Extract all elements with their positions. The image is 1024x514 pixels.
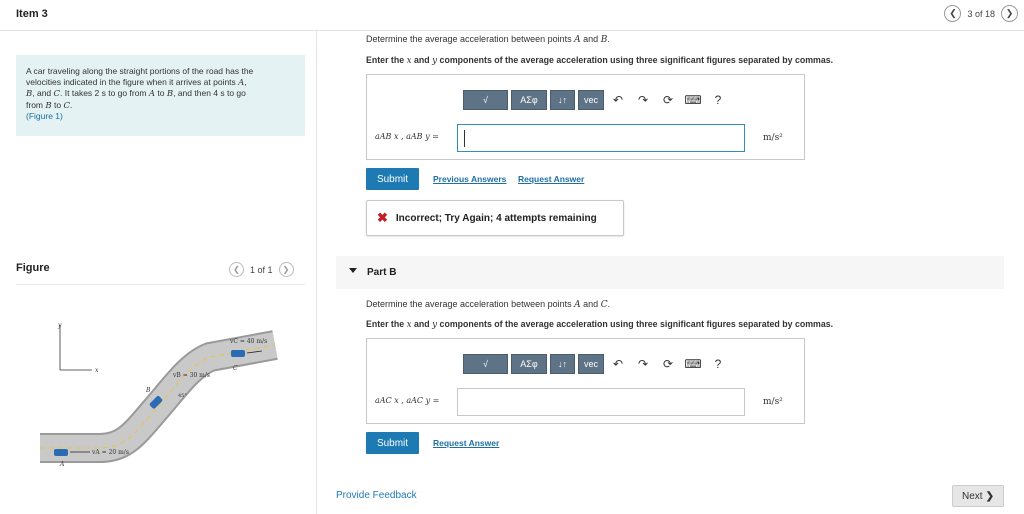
redo-icon[interactable]: ↷ bbox=[637, 93, 649, 107]
period: . bbox=[607, 34, 610, 44]
instruction-text: components of the average acceleration using three significant figures separated by commas. bbox=[439, 319, 834, 329]
point-a: A bbox=[238, 77, 245, 88]
reset-icon[interactable]: ⟳ bbox=[662, 357, 674, 371]
next-button[interactable] bbox=[952, 485, 1004, 507]
part-b-answer-input[interactable] bbox=[457, 388, 745, 416]
top-bar bbox=[0, 0, 1024, 30]
point-b-label: B bbox=[146, 387, 151, 394]
comma: , bbox=[244, 76, 247, 87]
prev-figure-button[interactable] bbox=[229, 262, 244, 277]
chevron-right-icon: ❯ bbox=[282, 265, 290, 274]
y-symbol: y bbox=[432, 56, 438, 66]
part-b-question bbox=[366, 299, 610, 310]
item-pager-text: 3 of 18 bbox=[967, 8, 995, 19]
undo-icon[interactable]: ↶ bbox=[612, 93, 624, 107]
part-b-request-answer-link[interactable]: Request Answer bbox=[433, 438, 500, 448]
prev-item-button[interactable] bbox=[944, 5, 961, 22]
y-axis-label: y bbox=[58, 322, 62, 329]
problem-text: velocities indicated in the figure when it arrives at points bbox=[26, 76, 236, 87]
help-icon[interactable] bbox=[707, 90, 729, 110]
part-a-question bbox=[366, 34, 610, 45]
figure-pager-text: 1 of 1 bbox=[250, 264, 273, 275]
car-a bbox=[54, 449, 68, 456]
math-toolbar bbox=[463, 90, 729, 110]
y-symbol: y bbox=[432, 320, 438, 330]
next-label: Next bbox=[962, 490, 983, 502]
period: . bbox=[69, 99, 73, 110]
help-text: ? bbox=[714, 357, 722, 371]
point-c: C bbox=[63, 100, 70, 111]
templates-icon: √ bbox=[483, 95, 488, 105]
symbols-icon: ΑΣφ bbox=[520, 95, 538, 105]
figure-pager bbox=[229, 262, 294, 277]
next-item-button[interactable] bbox=[1001, 5, 1018, 22]
point-a-label: A bbox=[60, 461, 65, 468]
problem-text: from bbox=[26, 99, 43, 110]
reset-icon[interactable]: ⟳ bbox=[662, 93, 674, 107]
x-symbol: x bbox=[406, 56, 412, 66]
angle-label: 45° bbox=[178, 393, 187, 399]
point-a: A bbox=[574, 35, 581, 45]
item-title: Item 3 bbox=[16, 8, 48, 20]
point-b: B bbox=[166, 89, 174, 99]
figure-heading: Figure bbox=[16, 262, 50, 274]
point-c-label: C bbox=[233, 365, 238, 372]
chevron-left-icon: ❮ bbox=[233, 265, 240, 274]
text-cursor bbox=[464, 130, 465, 147]
velocity-a-label: vA = 20 m/s bbox=[92, 449, 129, 456]
part-a-unit: m/s² bbox=[763, 133, 783, 143]
part-b-submit-button[interactable]: Submit bbox=[366, 432, 419, 454]
instruction-text: Enter the bbox=[366, 55, 405, 65]
next-figure-button[interactable] bbox=[279, 262, 294, 277]
point-a: A bbox=[148, 89, 156, 99]
vec-icon: vec bbox=[583, 95, 598, 105]
part-a-request-answer-link[interactable]: Request Answer bbox=[518, 174, 585, 184]
item-pager bbox=[944, 5, 1018, 22]
arrows-button[interactable] bbox=[550, 90, 575, 110]
part-a-submit-button[interactable]: Submit bbox=[366, 168, 419, 190]
chevron-right-icon: ❯ bbox=[1005, 8, 1014, 18]
part-b-instruction bbox=[366, 319, 833, 330]
part-b-header[interactable] bbox=[336, 256, 1004, 289]
period: . bbox=[607, 299, 611, 309]
vec-icon: vec bbox=[583, 359, 598, 369]
problem-text: to bbox=[157, 88, 165, 98]
problem-text: . It takes 2 s to go from bbox=[60, 88, 147, 98]
point-c: C bbox=[600, 300, 608, 310]
part-b-unit: m/s² bbox=[763, 397, 783, 407]
problem-text: , and then 4 s to go bbox=[173, 88, 246, 98]
figure-link[interactable]: (Figure 1) bbox=[26, 111, 63, 121]
problem-text: , and bbox=[32, 88, 52, 98]
question-text: Determine the average acceleration between points bbox=[366, 299, 572, 309]
question-text: Determine the average acceleration between points bbox=[366, 34, 572, 44]
divider bbox=[16, 284, 305, 285]
part-b-title: Part B bbox=[367, 267, 397, 278]
chevron-left-icon: ❮ bbox=[949, 8, 957, 18]
help-icon[interactable] bbox=[707, 354, 729, 374]
instruction-text: and bbox=[414, 55, 430, 65]
chevron-right-icon: ❯ bbox=[985, 490, 994, 502]
point-a: A bbox=[574, 300, 581, 310]
part-b-answer-box bbox=[366, 338, 805, 424]
collapse-caret-icon bbox=[349, 268, 357, 273]
symbols-button[interactable] bbox=[511, 90, 547, 110]
point-b: B bbox=[26, 89, 33, 99]
keyboard-icon[interactable]: ⌨ bbox=[684, 93, 702, 107]
symbols-button[interactable] bbox=[511, 354, 547, 374]
templates-button[interactable] bbox=[463, 354, 508, 374]
part-a-answer-box bbox=[366, 74, 805, 160]
part-a-answer-input[interactable] bbox=[457, 124, 745, 152]
pane-divider bbox=[316, 31, 317, 514]
math-toolbar bbox=[463, 354, 729, 374]
part-a-feedback bbox=[366, 200, 624, 236]
problem-text: A car traveling along the straight portions of the road has the bbox=[26, 66, 254, 76]
point-b: B bbox=[600, 35, 608, 45]
help-text: ? bbox=[714, 93, 722, 107]
arrows-icon: ↓↑ bbox=[558, 359, 567, 369]
car-c bbox=[231, 350, 245, 357]
road-figure bbox=[30, 315, 300, 475]
instruction-text: and bbox=[414, 319, 430, 329]
feedback-text: Incorrect; Try Again; 4 attempts remaining bbox=[395, 212, 597, 224]
point-c: C bbox=[53, 89, 61, 99]
velocity-c-label: vC = 40 m/s bbox=[230, 338, 268, 345]
point-b: B bbox=[45, 100, 52, 111]
templates-icon: √ bbox=[483, 359, 488, 369]
keyboard-icon[interactable]: ⌨ bbox=[684, 357, 702, 371]
velocity-b-label: vB = 30 m/s bbox=[173, 372, 210, 379]
arrows-button[interactable] bbox=[550, 354, 575, 374]
question-text: and bbox=[583, 34, 599, 44]
part-a-instruction bbox=[366, 55, 833, 66]
vec-button[interactable] bbox=[578, 354, 604, 374]
x-axis-label: x bbox=[95, 367, 99, 374]
symbols-icon: ΑΣφ bbox=[520, 359, 538, 369]
problem-statement bbox=[16, 55, 305, 136]
question-text: and bbox=[583, 299, 599, 309]
part-b-equation-label: aAC x , aAC y = bbox=[375, 396, 440, 405]
instruction-text: components of the average acceleration using three significant figures separated by commas. bbox=[439, 55, 834, 65]
problem-text: to bbox=[54, 99, 62, 110]
templates-button[interactable] bbox=[463, 90, 508, 110]
arrows-icon: ↓↑ bbox=[558, 95, 567, 105]
previous-answers-link[interactable]: Previous Answers bbox=[433, 174, 507, 184]
instruction-text: Enter the bbox=[366, 319, 405, 329]
x-symbol: x bbox=[406, 320, 412, 330]
redo-icon[interactable]: ↷ bbox=[637, 357, 649, 371]
undo-icon[interactable]: ↶ bbox=[612, 357, 624, 371]
incorrect-icon: ✖ bbox=[377, 210, 388, 225]
provide-feedback-link[interactable]: Provide Feedback bbox=[336, 490, 417, 501]
vec-button[interactable] bbox=[578, 90, 604, 110]
part-a-equation-label: aAB x , aAB y = bbox=[375, 132, 439, 141]
